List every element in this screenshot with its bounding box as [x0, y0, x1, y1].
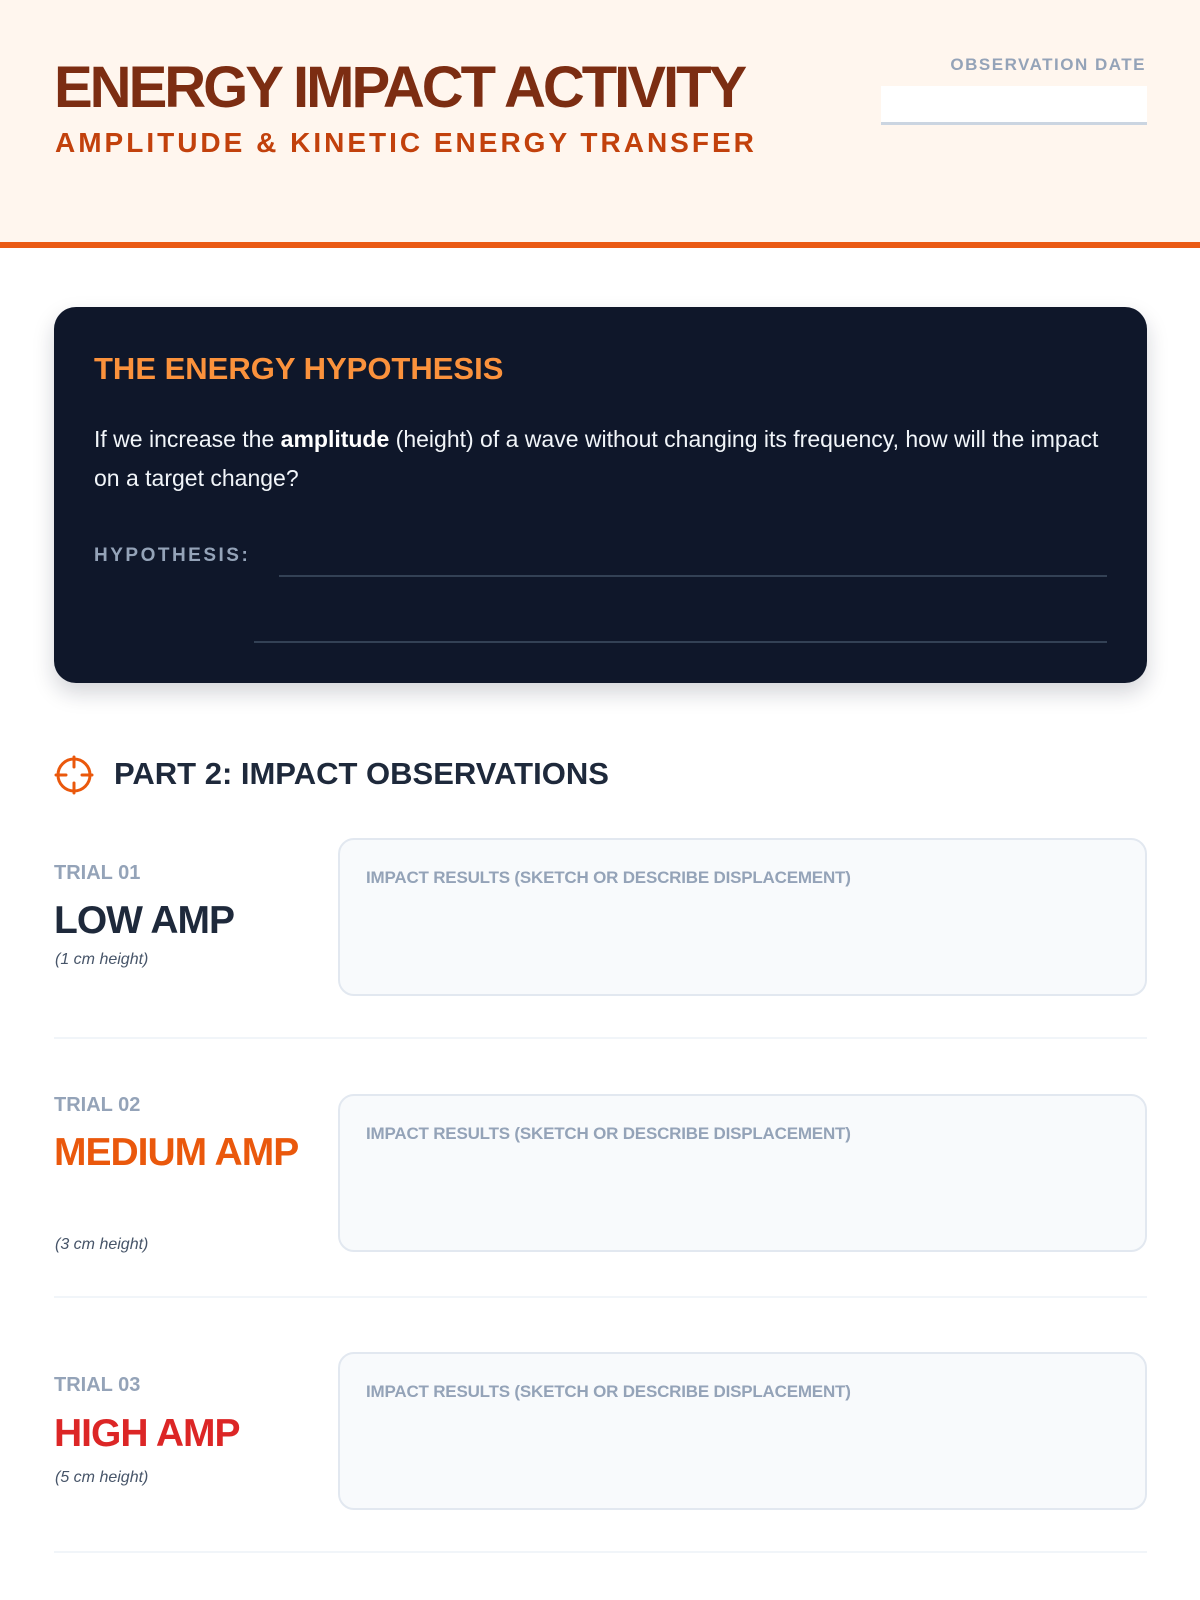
trial-note: (1 cm height): [55, 951, 149, 968]
trial-note: (3 cm height): [55, 1236, 149, 1253]
impact-results-box[interactable]: [338, 1094, 1147, 1252]
hypothesis-label: HYPOTHESIS:: [94, 545, 251, 566]
observation-date-label: OBSERVATION DATE: [950, 55, 1146, 74]
trial-tag: TRIAL 03: [54, 1374, 141, 1396]
trial-name: LOW AMP: [54, 899, 235, 942]
trial-name: MEDIUM AMP: [54, 1131, 299, 1174]
impact-results-label: IMPACT RESULTS (SKETCH OR DESCRIBE DISPLACEMENT): [366, 868, 851, 887]
question-text-end: (height) of a wave without changing its frequency, how will the impact on a target change?: [94, 426, 1099, 491]
trial-note: (5 cm height): [55, 1469, 149, 1486]
hypothesis-answer-line[interactable]: [279, 575, 1107, 577]
observation-date-input[interactable]: [881, 86, 1147, 125]
page-title: ENERGY IMPACT ACTIVITY: [54, 55, 745, 120]
question-keyword: amplitude: [280, 426, 390, 452]
hypothesis-card: [54, 307, 1147, 683]
crosshair-icon: [54, 755, 94, 795]
trial-divider: [54, 1551, 1147, 1553]
hypothesis-title: THE ENERGY HYPOTHESIS: [94, 351, 504, 386]
worksheet-header: [0, 0, 1200, 248]
question-text-start: If we increase the: [94, 426, 281, 452]
impact-results-label: IMPACT RESULTS (SKETCH OR DESCRIBE DISPLACEMENT): [366, 1124, 851, 1143]
trial-divider: [54, 1037, 1147, 1039]
impact-results-label: IMPACT RESULTS (SKETCH OR DESCRIBE DISPLACEMENT): [366, 1382, 851, 1401]
trial-tag: TRIAL 02: [54, 1094, 141, 1116]
hypothesis-answer-line[interactable]: [254, 641, 1107, 643]
trial-divider: [54, 1296, 1147, 1298]
hypothesis-question: [94, 420, 1104, 498]
impact-results-box[interactable]: [338, 1352, 1147, 1510]
trial-name: HIGH AMP: [54, 1412, 240, 1455]
trial-tag: TRIAL 01: [54, 862, 141, 884]
page-subtitle: AMPLITUDE & KINETIC ENERGY TRANSFER: [55, 127, 757, 158]
impact-results-box[interactable]: [338, 838, 1147, 996]
section-title: PART 2: IMPACT OBSERVATIONS: [114, 756, 609, 791]
